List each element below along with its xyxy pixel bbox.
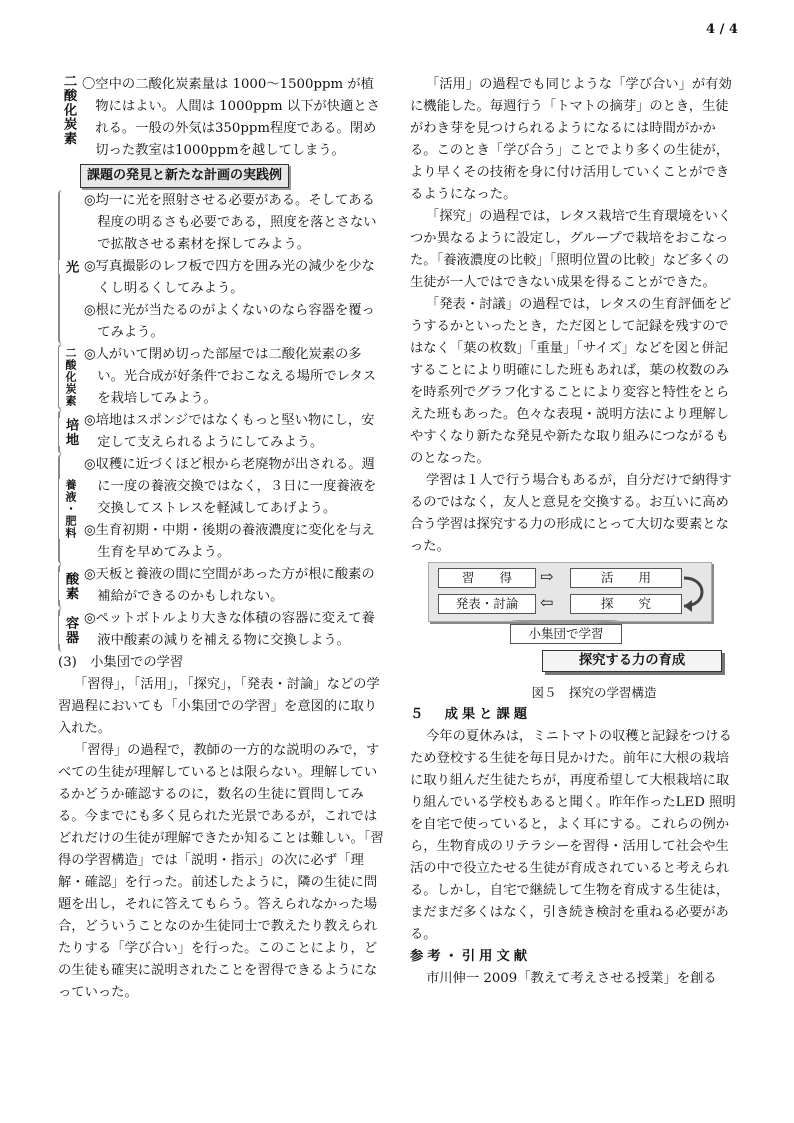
group-label: 容器 (59, 616, 81, 645)
co2-text: 〇空中の二酸化炭素量は 1000～1500ppm が植物にはよい。人間は 1000ppm 以下が快適とされる。一般の外気は350ppm程度である。閉め切った教室は1000ppmを越してしまう。 (82, 77, 380, 158)
group-item: ◎均一に光を照射させる必要がある。そしてある程度の明るさも必要である，照度を落とさないで拡散させる素材を探してみよう。 (84, 193, 377, 252)
plan-group (58, 608, 386, 652)
left-paragraph-1: 「習得」，「活用」，「探究」，「発表・討論」などの学習過程においても「小集団での学習」を意図的に取り入れた。 (58, 677, 380, 736)
group-label: 培地 (59, 418, 81, 447)
left-paragraph-2: 「習得」の過程で，教師の一方的な説明のみで，すべての生徒が理解しているとは限らない。理解しているかどうか確認するのに，数名の生徒に質問してみる。今までにも多く見られた光景であるが，これではどれだけの生徒が理解できたか知ることは難しい。「習得の学習構造」では「説明・指示」の次に必ず「理解・確認」を行った。前述したように，隣の生徒に問題を出し，それに答えてもらう。答えられなかった場合，どういうことなのか生徒同士で教えたり教えられたりする「学び合い」を行った。このことにより，どの生徒も確実に説明されたことを習得できるようになっていった。 (58, 743, 384, 1000)
page-number: 4 / 4 (706, 22, 738, 37)
group-item: ◎生育初期・中期・後期の養液濃度に変化を与え生育を早めてみよう。 (84, 523, 375, 560)
left-arrow-icon: ⇦ (540, 593, 554, 612)
group-item: ◎ペットボトルより大きな体積の容器に変えて養液中酸素の減りを補える物に交換しよう。 (84, 611, 375, 648)
section5-heading: ５ 成果と課題 (410, 707, 532, 722)
right-column (410, 74, 738, 990)
group-label: 光 (59, 260, 81, 274)
plan-groups (58, 190, 386, 652)
group-item: ◎収穫に近づくほど根から老廃物が出される。週に一度の養液交換ではなく，３日に一度養液を交換してストレスを軽減してあげよう。 (84, 457, 377, 516)
group-item: ◎天板と養液の間に空間があった方が根に酸素の補給ができるのかもしれない。 (84, 567, 375, 604)
figure-5-diagram (410, 562, 738, 682)
subsection-heading: (3) 小集団での学習 (58, 655, 184, 670)
group-label: 二酸化炭素 (59, 347, 81, 407)
group-label: 養液・肥料 (59, 479, 81, 539)
main-label-box: 探究する力の育成 (542, 650, 722, 672)
section5-text: 今年の夏休みは，ミニトマトの収穫と記録をつけるため登校する生徒を毎日見かけた。前年に大根の栽培に取り組んだ生徒たちが，再度希望して大根栽培に取り組んでいる学校もあると聞く。昨年作ったLED 照明を自宅で使っていると，よく耳にする。これらの例から，生物育成のリテラシーを習得・活用して社会や生活の中で役立たせる生徒が育成されていると考えられる。しかし，自宅で継続して生物を育成する生徒は，まだまだ多くはなく，引き続き検討を重ねる必要がある。 (410, 729, 736, 942)
right-paragraph-3: 「発表・討議」の過程では，レタスの生育評価をどうするかといったとき，ただ図として記録を残すのではなく「葉の枚数」「重量」「サイズ」などを図と併記することにより明確にした班もあれば，葉の枚数のみを時系列でグラフ化することにより変容と特性をとらえた班もあった。色々な表現・説明方法により理解しやすくなり新たな発見や新たな取り組みにつながるものとなった。 (410, 297, 732, 466)
box-tankyuu: 探 究 (570, 594, 682, 614)
curved-arrow-icon (682, 572, 712, 612)
box-katsuyou: 活 用 (570, 568, 682, 588)
plan-group (58, 564, 386, 608)
box-happyou: 発表・討論 (438, 594, 536, 614)
box-shutoku: 習 得 (438, 568, 536, 588)
right-paragraph-2: 「探究」の過程では，レタス栽培で生育環境をいくつか異なるように設定し，グループで栽培をおこなった。「養液濃度の比較」「照明位置の比較」など多くの生徒が一人ではできない成果を得ることができた。 (410, 209, 732, 290)
sub-label-box: 小集団で学習 (510, 624, 622, 644)
section-title: 課題の発見と新たな計画の実践例 (80, 164, 289, 188)
group-item: ◎培地はスポンジではなくもっと堅い物にし，安定して支えられるようにしてみよう。 (84, 413, 375, 450)
group-label: 酸素 (59, 572, 81, 601)
left-column (58, 74, 386, 1004)
plan-group (58, 344, 386, 410)
plan-group (58, 454, 386, 564)
references-heading: 参考・引用文献 (410, 949, 532, 964)
co2-note (58, 74, 386, 162)
right-paragraph-4: 学習は１人で行う場合もあるが，自分だけで納得するのではなく，友人と意見を交換する。お互いに高め合う学習は探究する力の形成にとって大切な要素となった。 (410, 473, 732, 554)
figure-caption: 図５ 探究の学習構造 (531, 685, 657, 700)
reference-1: 市川伸一 2009「教えて考えさせる授業」を創る (425, 971, 717, 986)
right-paragraph-1: 「活用」の過程でも同じような「学び合い」が有効に機能した。毎週行う「トマトの摘芽」のとき，生徒がわき芽を見つけられるようになるには時間がかかる。このとき「学び合う」ことでより多くの生徒が，より早くその技術を身に付け活用していくことができるようになった。 (410, 77, 732, 202)
co2-label: 二酸化炭素 (57, 74, 79, 146)
plan-group (58, 410, 386, 454)
group-item: ◎根に光が当たるのがよくないのなら容器を覆ってみよう。 (84, 303, 375, 340)
group-item: ◎人がいて閉め切った部屋では二酸化炭素の多い。光合成が好条件でおこなえる場所でレタスを栽培してみよう。 (84, 347, 376, 406)
group-item: ◎写真撮影のレフ板で四方を囲み光の減少を少なくし明るくしてみよう。 (84, 259, 375, 296)
plan-group (58, 190, 386, 344)
right-arrow-icon: ⇨ (540, 567, 554, 586)
